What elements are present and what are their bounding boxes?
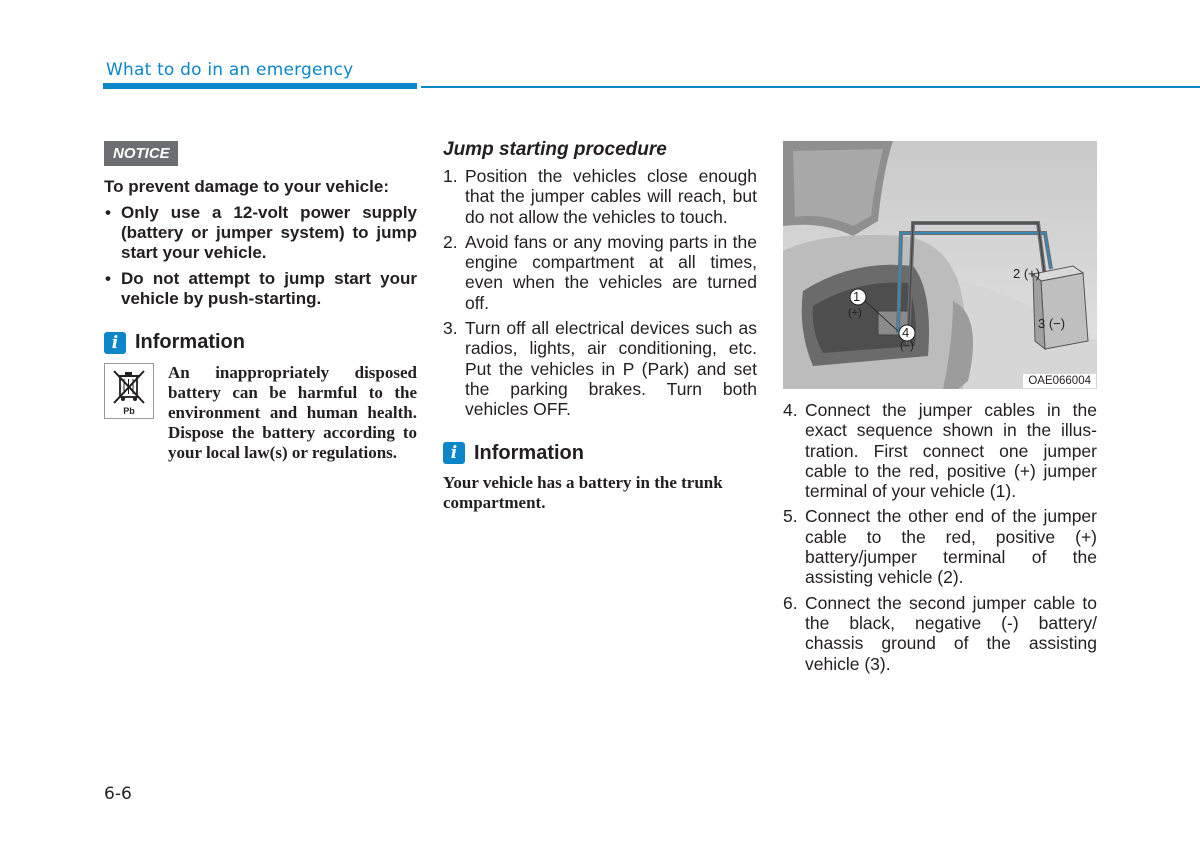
- step-text: Position the vehicles close enough that the jumper cables will reach, but do not allow the vehicles to touch.: [465, 166, 757, 227]
- bullet-dot-icon: •: [105, 203, 111, 222]
- step-text: Connect the other end of the jumper cable to the red, positive (+) battery/jumper terminal of the assisting vehicle (2).: [805, 506, 1097, 588]
- procedure-step: [443, 166, 757, 227]
- step-number: 2.: [443, 231, 458, 252]
- procedure-step: [783, 400, 1097, 501]
- procedure-step: [783, 593, 1097, 674]
- notice-bullet-list: [104, 203, 417, 309]
- step-text: Avoid fans or any moving parts in the engine compartment at all times, even when the vehicles are turned off.: [465, 231, 757, 313]
- illustration-code: OAE066004: [1023, 374, 1096, 388]
- page-number: 6-6: [104, 784, 132, 804]
- notice-bullet-text: Do not attempt to jump start your vehicle by push-starting.: [121, 269, 417, 308]
- notice-badge: NOTICE: [104, 141, 178, 166]
- notice-lead: To prevent damage to your vehicle:: [104, 177, 389, 196]
- callout-1-sign: (+): [848, 307, 862, 319]
- information-heading: [443, 442, 757, 465]
- step-number: 4.: [783, 400, 798, 420]
- callout-4-sign: (−): [900, 340, 914, 352]
- crossed-out-bin-icon: [104, 363, 154, 419]
- callout-3-label: 3 (−): [1038, 316, 1066, 331]
- information-body: An inappropriately disposed battery can be harmful to the environment and human health. Dispose the battery according to your local law(s) or regulations.: [168, 363, 417, 462]
- left-column: [104, 141, 417, 463]
- header-rule-thin: [421, 86, 1200, 88]
- procedure-step-list: [443, 166, 757, 420]
- procedure-step: [443, 232, 757, 313]
- step-text: Connect the jumper cables in the exact sequence shown in the illus-tration. First connect one jumper cable to the red, positive (+) jumper terminal of your vehicle (1).: [805, 400, 1097, 502]
- information-title: Information: [474, 441, 584, 464]
- information-body: Your vehicle has a battery in the trunk compartment.: [443, 472, 723, 512]
- jump-start-illustration: [783, 141, 1097, 389]
- information-heading: [104, 331, 417, 354]
- information-block: [104, 363, 417, 463]
- notice-bullet: [104, 269, 417, 309]
- right-column: [783, 141, 1097, 679]
- callout-4-number: 4: [902, 325, 910, 340]
- procedure-step: [783, 506, 1097, 587]
- procedure-step: [443, 318, 757, 419]
- notice-bullet: [104, 203, 417, 263]
- header-rule-thick: [103, 83, 417, 89]
- bullet-dot-icon: •: [105, 269, 111, 288]
- step-number: 5.: [783, 506, 798, 527]
- callout-1-number: 1: [853, 289, 861, 304]
- procedure-title: Jump starting procedure: [443, 139, 667, 160]
- procedure-step-list-continued: [783, 400, 1097, 674]
- section-header-title: What to do in an emergency: [106, 60, 354, 80]
- information-icon: i: [104, 332, 126, 354]
- step-number: 1.: [443, 166, 458, 186]
- information-icon: i: [443, 442, 465, 464]
- middle-column: [443, 138, 757, 513]
- trunk-battery-drawing: [783, 141, 1097, 389]
- callout-2-label: 2 (+): [1013, 266, 1041, 281]
- information-title: Information: [135, 331, 245, 353]
- notice-bullet-text: Only use a 12-volt power supply (battery or jumper system) to jump start your vehicle.: [121, 203, 417, 262]
- pictogram-label: Pb: [123, 406, 135, 416]
- step-number: 6.: [783, 592, 798, 613]
- step-text: Connect the second jumper cable to the black, negative (-) battery/ chassis ground of the assisting vehicle (3).: [805, 592, 1097, 674]
- step-number: 3.: [443, 318, 458, 339]
- step-text: Turn off all electrical devices such as radios, lights, air conditioning, etc. Put the vehicles in P (Park) and set the parking brakes. Turn both vehicles OFF.: [465, 318, 757, 420]
